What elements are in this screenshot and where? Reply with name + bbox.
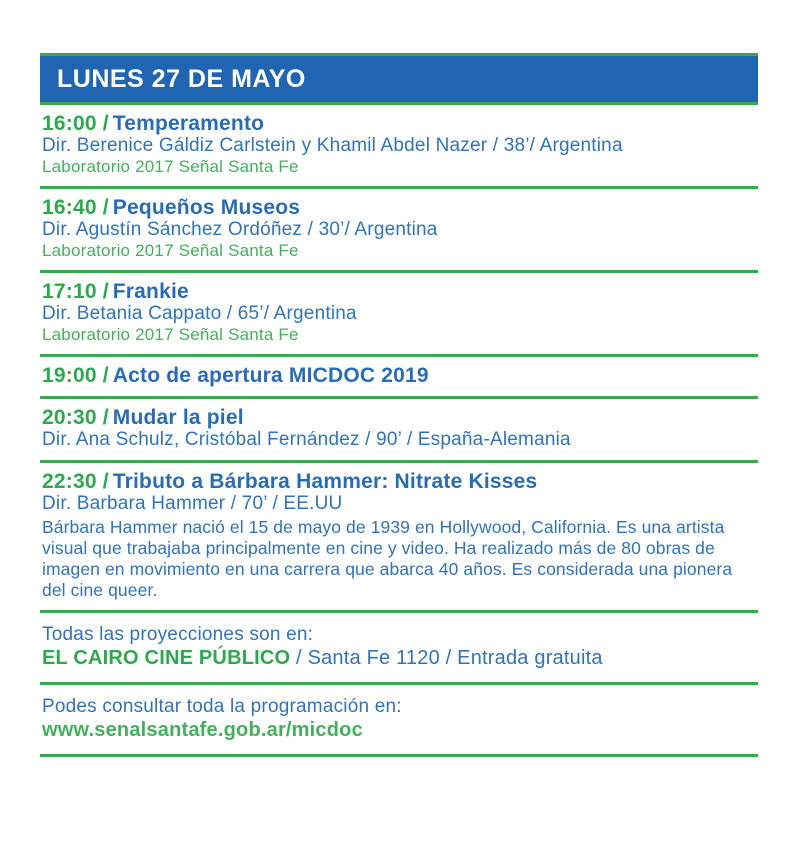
event-name: Temperamento (112, 112, 265, 135)
program-info (40, 685, 758, 754)
event-title-line (42, 112, 758, 135)
event-details: Dir. Barbara Hammer / 70’ / EE.UU (42, 493, 343, 514)
event-frankie (40, 273, 758, 354)
event-details: Dir. Berenice Gáldiz Carlstein y Khamil Abdel Nazer / 38’/ Argentina (42, 135, 623, 156)
event-time: 22:30 / (42, 470, 109, 493)
event-acto-apertura (40, 357, 758, 396)
event-details: Dir. Ana Schulz, Cristóbal Fernández / 90’ / España-Alemania (42, 429, 571, 450)
event-title-line (42, 364, 758, 387)
event-name: Frankie (112, 280, 189, 303)
venue-line (42, 646, 758, 671)
event-time: 17:10 / (42, 280, 109, 303)
venue-intro: Todas las proyecciones son en: (42, 624, 314, 645)
event-name: Tributo a Bárbara Hammer: Nitrate Kisses (112, 470, 538, 493)
event-title-line (42, 280, 758, 303)
event-title-line (42, 406, 758, 429)
event-details: Dir. Agustín Sánchez Ordóñez / 30’/ Argentina (42, 219, 438, 240)
event-tributo-barbara-hammer (40, 463, 758, 610)
day-header-bar (40, 53, 758, 105)
event-temperamento (40, 105, 758, 186)
program-url: www.senalsantafe.gob.ar/micdoc (42, 719, 363, 741)
event-pequenos-museos (40, 189, 758, 270)
event-name: Mudar la piel (112, 406, 244, 429)
event-time: 20:30 / (42, 406, 109, 429)
event-mudar-la-piel (40, 399, 758, 460)
venue-info (40, 613, 758, 682)
venue-name: EL CAIRO CINE PÚBLICO (42, 647, 291, 669)
event-bio-description: Bárbara Hammer nació el 15 de mayo de 1939 en Hollywood, California. Es una artista visual que trabajaba principalmente en cine y video. Ha realizado más de 80 obras de imagen en movimiento en una carrera que abarca 40 años. Es considerada una pionera del cine queer. (42, 517, 733, 600)
separator-rule (40, 754, 758, 757)
event-title-line (42, 196, 758, 219)
url-line (42, 718, 758, 743)
day-title: LUNES 27 DE MAYO (57, 64, 306, 93)
event-time: 16:40 / (42, 196, 109, 219)
event-title-line (42, 470, 758, 493)
event-lab-credit: Laboratorio 2017 Señal Santa Fe (42, 157, 299, 176)
venue-details: / Santa Fe 1120 / Entrada gratuita (290, 647, 603, 669)
program-intro: Podes consultar toda la programación en: (42, 696, 402, 717)
event-lab-credit: Laboratorio 2017 Señal Santa Fe (42, 241, 299, 260)
event-time: 19:00 / (42, 364, 109, 387)
event-time: 16:00 / (42, 112, 109, 135)
program-flyer (40, 53, 758, 757)
event-name: Acto de apertura MICDOC 2019 (112, 364, 429, 387)
event-lab-credit: Laboratorio 2017 Señal Santa Fe (42, 325, 299, 344)
event-name: Pequeños Museos (112, 196, 301, 219)
event-details: Dir. Betania Cappato / 65’/ Argentina (42, 303, 357, 324)
